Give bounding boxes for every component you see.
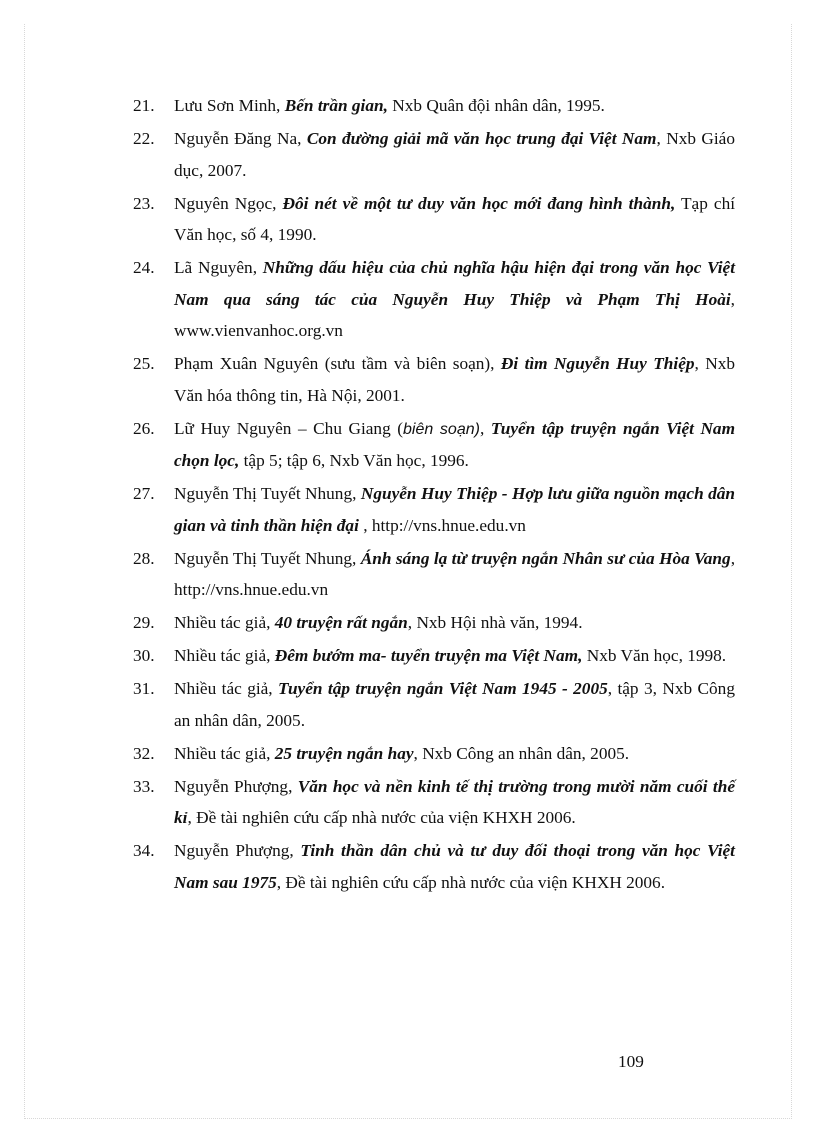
reference-number: 27. xyxy=(133,484,155,503)
reference-segment: Nguyên Ngọc, xyxy=(174,193,283,213)
reference-text xyxy=(174,549,735,600)
reference-title: Những dấu hiệu của chủ nghĩa hậu hiện đại trong văn học Việt Nam qua sáng tác của Nguyễn Huy Thiệp và Phạm Thị Hoài xyxy=(174,258,735,309)
reference-title: Văn học và nền kinh tế thị trường trong mười năm cuối thế kỉ xyxy=(174,776,735,827)
reference-title: 40 truyện rất ngắn xyxy=(274,613,408,632)
reference-text xyxy=(174,419,735,471)
reference-number: 21. xyxy=(133,96,155,115)
reference-item xyxy=(133,348,735,411)
reference-title: Con đường giải mã văn học trung đại Việt Nam xyxy=(306,129,657,148)
reference-list xyxy=(133,90,735,900)
reference-item xyxy=(133,123,735,186)
reference-editor-note: biên soạn) xyxy=(403,420,480,438)
reference-item xyxy=(133,252,735,347)
reference-segment: Nhiều tác giả, xyxy=(174,679,279,698)
reference-title: Bến trần gian, xyxy=(284,96,388,115)
reference-segment: , Nxb Văn hóa thông tin, Hà Nội, 2001. xyxy=(174,354,735,405)
reference-title: 25 truyện ngắn hay xyxy=(274,743,414,763)
reference-item xyxy=(133,543,735,606)
reference-title: Đôi nét về một tư duy văn học mới đang hình thành, xyxy=(282,193,676,213)
reference-number: 34. xyxy=(133,841,155,860)
reference-segment: , Nxb Hội nhà văn, 1994. xyxy=(407,613,583,632)
reference-title: Ánh sáng lạ từ truyện ngắn Nhân sư của Hòa Vang xyxy=(360,548,731,568)
reference-text xyxy=(174,96,605,115)
reference-item xyxy=(133,835,735,898)
reference-text xyxy=(174,258,735,340)
reference-item xyxy=(133,90,735,122)
reference-segment: Nhiều tác giả, xyxy=(174,613,275,632)
reference-segment: Lã Nguyên, xyxy=(174,258,263,277)
page-number: 109 xyxy=(618,1052,644,1071)
reference-text xyxy=(174,484,735,535)
reference-text xyxy=(174,744,629,763)
reference-segment: Nxb Văn học, 1998. xyxy=(582,646,727,665)
reference-title: Nguyễn Huy Thiệp - Hợp lưu giữa nguồn mạch dân gian và tinh thần hiện đại xyxy=(174,484,735,535)
reference-title: Đi tìm Nguyễn Huy Thiệp xyxy=(500,354,695,373)
reference-segment: , Đề tài nghiên cứu cấp nhà nước của viện KHXH 2006. xyxy=(187,808,576,827)
reference-number: 25. xyxy=(133,354,155,373)
reference-number: 30. xyxy=(133,646,155,665)
reference-title: Tinh thần dân chủ và tư duy đối thoại trong văn học Việt Nam sau 1975 xyxy=(174,841,735,892)
reference-segment: Nguyễn Phượng, xyxy=(174,776,298,796)
reference-segment: , http://vns.hnue.edu.vn xyxy=(358,515,526,535)
reference-segment: Nguyễn Thị Tuyết Nhung, xyxy=(174,548,361,568)
reference-text xyxy=(174,777,735,828)
reference-number: 26. xyxy=(133,418,155,438)
reference-segment: , Đề tài nghiên cứu cấp nhà nước của viện KHXH 2006. xyxy=(276,872,666,892)
reference-number: 23. xyxy=(133,193,155,213)
reference-text xyxy=(174,646,726,665)
reference-number: 24. xyxy=(133,258,155,277)
reference-number: 22. xyxy=(133,129,155,148)
reference-number: 31. xyxy=(133,679,155,698)
reference-title: Tuyển tập truyện ngắn Việt Nam chọn lọc, xyxy=(174,418,736,470)
reference-segment: , Nxb Giáo dục, 2007. xyxy=(174,129,735,180)
reference-item xyxy=(133,188,735,251)
reference-item xyxy=(133,640,735,672)
reference-segment: Nhiều tác giả, xyxy=(174,646,275,665)
reference-segment: , Nxb Công an nhân dân, 2005. xyxy=(413,743,630,763)
reference-text xyxy=(174,354,735,405)
reference-title: Tuyển tập truyện ngắn Việt Nam 1945 - 2005 xyxy=(278,679,608,698)
reference-segment: Lữ Huy Nguyên – Chu Giang ( xyxy=(174,418,404,438)
reference-title: Đêm bướm ma- tuyển truyện ma Việt Nam, xyxy=(274,646,583,665)
reference-item xyxy=(133,673,735,736)
reference-segment: Nguyễn Đăng Na, xyxy=(174,129,307,148)
reference-number: 33. xyxy=(133,776,155,796)
reference-text xyxy=(174,613,583,632)
reference-segment: Nguyễn Phượng, xyxy=(174,841,301,860)
reference-number: 28. xyxy=(133,548,155,568)
reference-segment: Phạm Xuân Nguyên (sưu tầm và biên soạn), xyxy=(174,354,501,373)
reference-segment: Nhiều tác giả, xyxy=(174,743,275,763)
reference-number: 32. xyxy=(133,743,155,763)
reference-item xyxy=(133,478,735,541)
reference-text xyxy=(174,129,735,180)
reference-text xyxy=(174,679,735,730)
reference-segment: Nxb Quân đội nhân dân, 1995. xyxy=(387,96,605,115)
reference-item xyxy=(133,607,735,639)
reference-text xyxy=(174,194,735,245)
reference-segment: Nguyễn Thị Tuyết Nhung, xyxy=(174,484,361,503)
reference-number: 29. xyxy=(133,613,155,632)
reference-segment: , http://vns.hnue.edu.vn xyxy=(174,548,736,599)
reference-segment: , tập 3, Nxb Công an nhân dân, 2005. xyxy=(174,679,735,730)
reference-item xyxy=(133,738,735,770)
reference-segment: , xyxy=(479,418,491,438)
reference-text xyxy=(174,841,735,892)
reference-segment: Lưu Sơn Minh, xyxy=(174,96,285,115)
reference-item xyxy=(133,413,735,477)
reference-segment: , www.vienvanhoc.org.vn xyxy=(174,289,735,340)
reference-item xyxy=(133,771,735,834)
reference-segment: Tạp chí Văn học, số 4, 1990. xyxy=(174,193,736,244)
reference-segment: tập 5; tập 6, Nxb Văn học, 1996. xyxy=(239,451,469,470)
